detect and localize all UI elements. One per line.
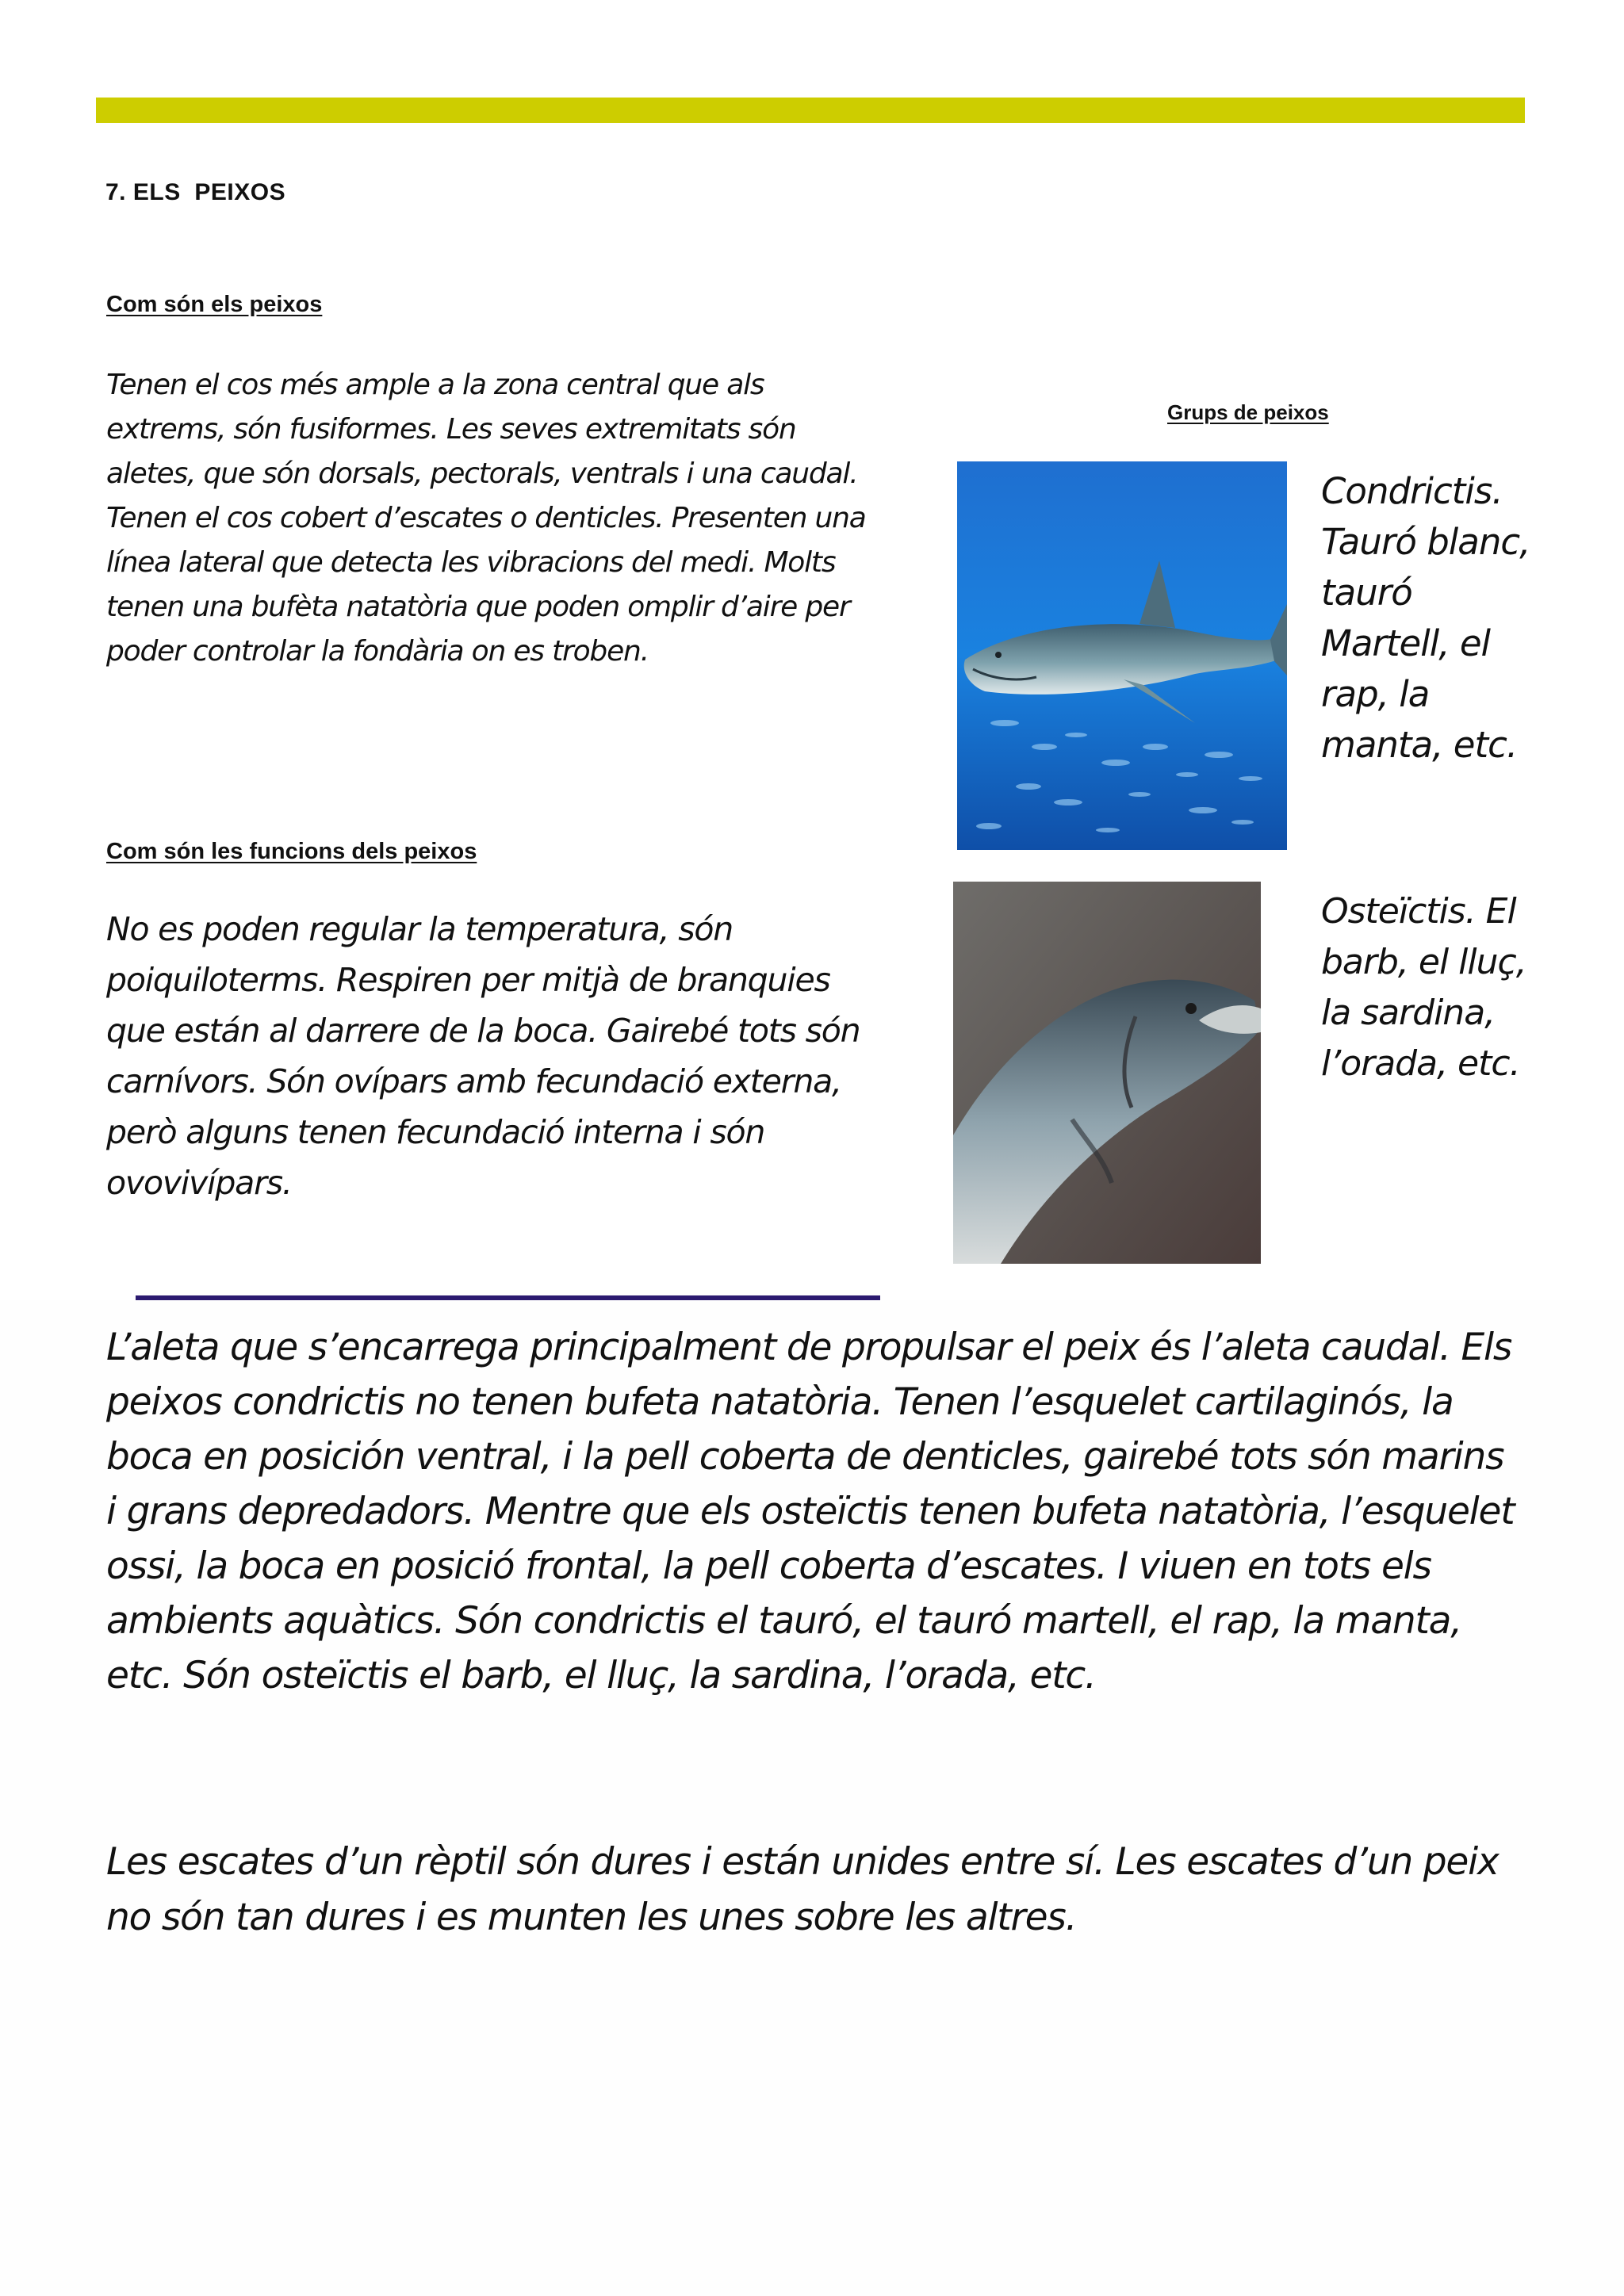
heading-fish-functions: Com són les funcions dels peixos xyxy=(106,839,477,864)
caption-osteictis: Osteïctis. El barb, el lluç, la sardina, l’orada, etc. xyxy=(1321,891,1526,1084)
paragraph-fish-description: Tenen el cos més ample a la zona central que als extrems, són fusiformes. Les seves extremitats són aletes, que són dorsals, pectorals, ventrals i una caudal. Tenen el cos cobert d’escates o denticles. Presenten una línea lateral que detecta les vibracions del medi. Molts tenen una bufèta natatòria que poden omplir d’aire per poder controlar la fondària on es troben. xyxy=(106,369,866,668)
salmon-photo xyxy=(953,882,1261,1264)
heading-how-are-fish: Com són els peixos xyxy=(106,292,323,317)
shark-photo xyxy=(957,461,1287,850)
paragraph-answer-scales: Les escates d’un rèptil són dures i están unides entre sí. Les escates d’un peix no són tan dures i es munten les unes sobre les altres. xyxy=(106,1840,1499,1939)
caption-condrictis: Condrictis. Tauró blanc, tauró Martell, el rap, la manta, etc. xyxy=(1321,470,1530,766)
paragraph-answer-fins-groups: L’aleta que s’encarrega principalment de propulsar el peix és l’aleta caudal. Els peixos condrictis no tenen bufeta natatòria. Tenen l’esquelet cartilaginós, la boca en posición ventral, i la pell coberta de denticles, gairebé tots són marins i grans depredadors. Mentre que els osteïctis tenen bufeta natatòria, l’esquelet ossi, la boca en posició frontal, la pell coberta d’escates. I viuen en tots els ambients aquàtics. Són condrictis el tauró, el tauró martell, el rap, la manta, etc. Són osteïctis el barb, el lluç, la sardina, l’orada, etc. xyxy=(106,1326,1515,1697)
paragraph-fish-functions: No es poden regular la temperatura, són poiquiloterms. Respiren per mitjà de branquies que están al darrere de la boca. Gairebé tots són carnívors. Són ovípars amb fecundació externa, però alguns tenen fecundació interna i són ovovivípars. xyxy=(106,910,860,1202)
heading-fish-groups: Grups de peixos xyxy=(1167,400,1329,424)
section-title: 7. ELS PEIXOS xyxy=(105,179,286,205)
answer-divider xyxy=(136,1295,880,1300)
top-accent-bar xyxy=(96,98,1525,123)
